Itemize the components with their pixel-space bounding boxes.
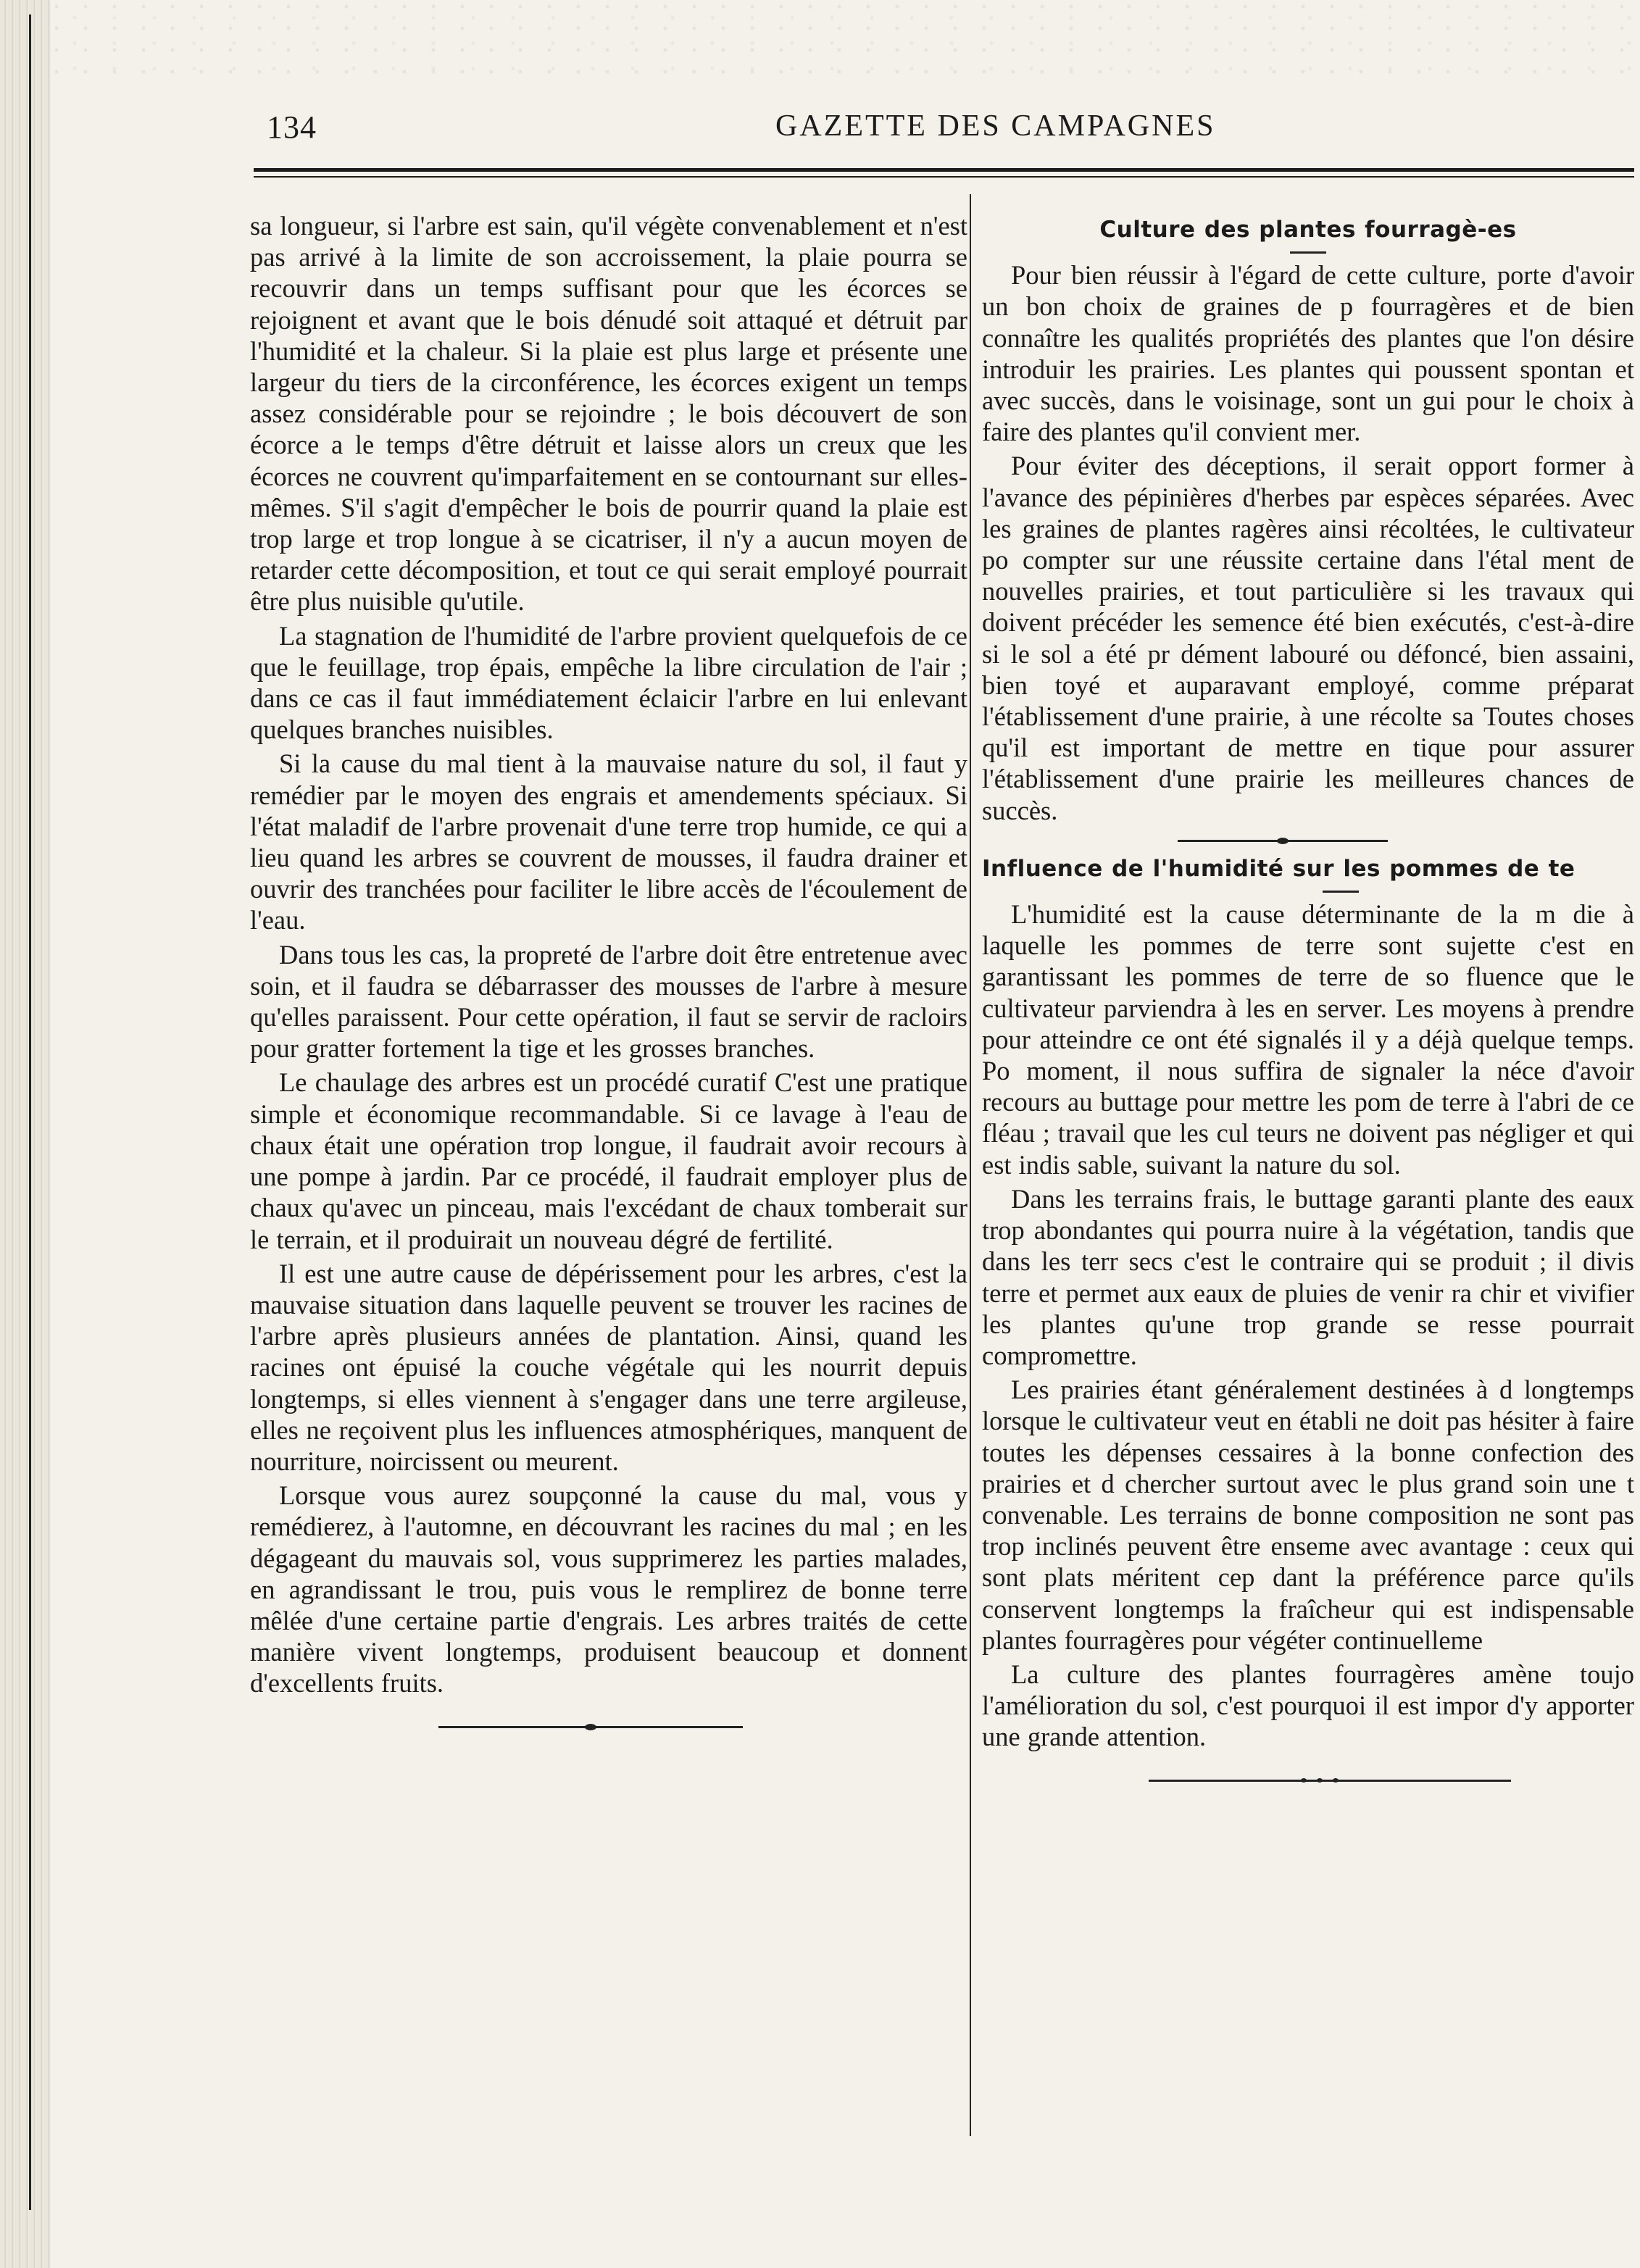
running-title: GAZETTE DES CAMPAGNES (775, 109, 1216, 143)
paragraph: Il est une autre cause de dépérissement pour les arbres, c'est la mauvaise situation dans laquelle peuvent se trouver les racines de l'arbre après plusieurs années de plantation. Ainsi, quand les racines ont épuisé la couche végétale qui les nourrit depuis longtemps, si elles viennent à s'engager dans une terre argileuse, elles ne reçoivent plus les influences atmosphériques, manquent de nourriture, noircissent ou meurent. (250, 1258, 967, 1476)
paragraph: Les prairies étant généralement destinées à d longtemps lorsque le cultivateur veut en établi ne doit pas hésiter à faire toutes les dépenses cessaires à la bonne confection des prairies et d chercher surtout avec le plus grand soin une t convenable. Les terrains de bonne composition ne sont pas trop inclinés peuvent être enseme avec avantage : ceux qui sont plats méritent cep dant la préférence parce qu'ils conservent longtemps la fraîcheur qui est indispensable plantes fourragères pour végéter continuelleme (982, 1375, 1634, 1655)
scan-noise (51, 0, 1640, 80)
paragraph: Dans tous les cas, la propreté de l'arbre doit être entretenue avec soin, et il faudra se débarrasser des mousses de l'arbre à mesure qu'elles paraissent. Pour cette opération, il faut se servir de racloirs pour gratter fortement la tige et les grosses branches. (250, 939, 967, 1064)
page-number: 134 (267, 109, 317, 145)
section-separator (982, 836, 1634, 846)
paragraph: La culture des plantes fourragères amène toujo l'amélioration du sol, c'est pourquoi il est impor d'y apporter une grande attention. (982, 1659, 1634, 1752)
paragraph: Dans les terrains frais, le buttage garanti plante des eaux trop abondantes qui pourra nuire à la végétation, tandis que dans les terr secs c'est le contraire qui se produit ; il divis terre et permet aux eaux de pluies de venir ra chir et vivifier les plantes qu'une trop grande se resse pourrait compromettre. (982, 1183, 1634, 1370)
paragraph: Pour bien réussir à l'égard de cette culture, porte d'avoir un bon choix de graines de p fourragères et de bien connaître les qualités propriétés des plantes que l'on désire introduir les prairies. Les plantes qui poussent spontan et avec succès, dans le voisinage, sont un gui pour le choix à faire des plantes qu'il convient mer. (982, 260, 1634, 447)
paragraph: Le chaulage des arbres est un procédé curatif C'est une pratique simple et économique recommandable. Si ce lavage à l'eau de chaux était une opération trop longue, il faudrait avoir recours à une pompe à jardin. Par ce procédé, il faudrait employer plus de chaux qu'avec un pinceau, mais l'excédant de chaux tomberait sur le terrain, et il produirait un nouveau dégré de fertilité. (250, 1067, 967, 1254)
section-title-humidite: Influence de l'humidité sur les pommes de te (982, 855, 1576, 882)
paragraph: La stagnation de l'humidité de l'arbre provient quelquefois de ce que le feuillage, trop épais, empêche la libre circulation de l'air ; dans ce cas il faut immédiatement éclaicir l'arbre en lui enlevant quelques branches nuisibles. (250, 620, 967, 745)
scan-binding-edge (0, 0, 51, 2268)
header-rule-thin (254, 176, 1634, 178)
header-rule-thick (254, 168, 1634, 172)
paragraph: Pour éviter des déceptions, il serait opport former à l'avance des pépinières d'herbes par espèces séparées. Avec les graines de plantes ragères ainsi récoltées, le cultivateur po compter sur une réussite certaine dans l'étal ment de nouvelles prairies, et tout particulière si les travaux qui doivent précéder les semence été bien exécutés, c'est-à-dire si le sol a été pr dément labouré ou défoncé, bien assaini, bien toyé et auparavant employé, comme préparat l'établissement d'une prairie, à une récolte sa Toutes choses qu'il est important de mettre en tique pour assurer l'établissement d'une prairie les meilleures chances de succès. (982, 451, 1634, 825)
paragraph: L'humidité est la cause déterminante de la m die à laquelle les pommes de terre sont sujette c'est en garantissant les pommes de terre de so fluence que le cultivateur parviendra à les en server. Les moyens à prendre pour atteindre ce ont été signalés il y a déjà quelque temps. Po moment, il nous suffira de signaler la néce d'avoir recours au buttage pour mettre les pom de terre à l'abri de ce fléau ; travail que les cul teurs ne doivent pas négliger et qui est indis sable, suivant la nature du sol. (982, 899, 1634, 1180)
left-column (250, 210, 967, 1754)
binding-rule (29, 14, 31, 2210)
end-ornament (982, 1776, 1634, 1786)
title-dash (1323, 891, 1359, 893)
title-dash (1290, 251, 1326, 254)
paragraph: Si la cause du mal tient à la mauvaise nature du sol, il faut y remédier par le moyen des engrais et amendements spéciaux. Si l'état maladif de l'arbre provenait d'une terre trop humide, ce qui a lieu quand les arbres se couvrent de mousses, il faudra drainer et ouvrir des tranchées pour faciliter le libre accès de l'écoulement de l'eau. (250, 749, 967, 935)
end-ornament (250, 1722, 967, 1733)
section-title-fourrageres: Culture des plantes fourragè-es (1099, 217, 1517, 243)
paragraph: Lorsque vous aurez soupçonné la cause du mal, vous y remédierez, à l'automne, en découvrant les racines du mal ; en les dégageant du mauvais sol, vous supprimerez les parties malades, en agrandissant le trou, puis vous le remplirez de bonne terre mêlée d'une certaine partie d'engrais. Les arbres traités de cette manière vivent longtemps, produisent beaucoup et donnent d'excellents fruits. (250, 1480, 967, 1698)
paragraph: sa longueur, si l'arbre est sain, qu'il végète convenablement et n'est pas arrivé à la limite de son accroissement, la plaie pourra se recouvrir dans un temps suffisant pour que les écorces se rejoignent et avant que le bois dénudé soit attaqué et détruit par l'humidité et la chaleur. Si la plaie est plus large et présente une largeur du tiers de la circonférence, les écorces exigent un temps assez considérable pour se rejoindre ; le bois découvert de son écorce a le temps d'être détruit et laisse alors un creux que les écorces ne couvrent qu'imparfaitement en se contournant sur elles-mêmes. S'il s'agit d'empêcher le bois de pourrir quand la plaie est trop large et trop longue à se cicatriser, il n'y a aucun moyen de retarder cette décomposition, et tout ce qui serait employé pourrait être plus nuisible qu'utile. (250, 211, 967, 617)
right-column (982, 210, 1634, 1808)
column-divider (970, 194, 971, 2136)
